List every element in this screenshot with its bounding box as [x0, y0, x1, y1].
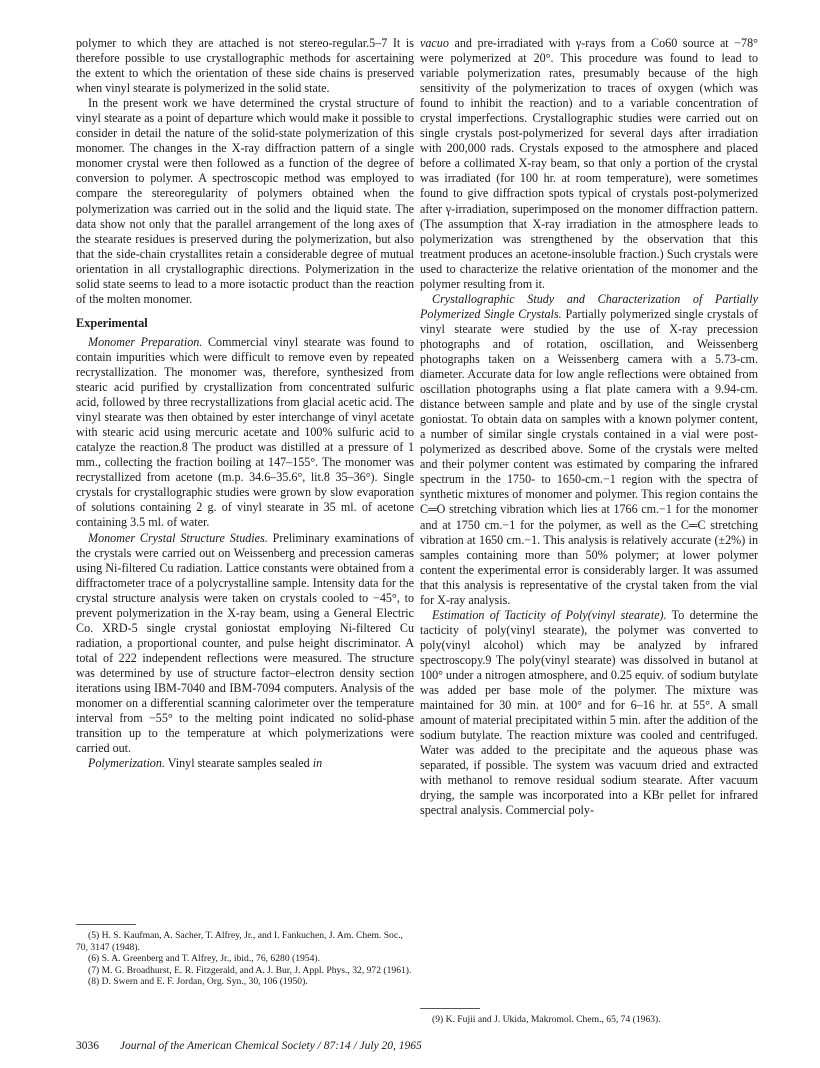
polymerization-continued-paragraph [420, 36, 758, 292]
right-column [420, 36, 758, 818]
run-in-heading: Monomer Preparation. [88, 334, 203, 349]
left-column [76, 36, 414, 771]
footnote-rule-left [76, 924, 136, 925]
intro-paragraph-1: polymer to which they are attached is not stereo-regular.5–7 It is therefore possible to use crystallographic methods for ascertaining the extent to which the orientation of these side chains is preserved when vinyl stearate is polymerized in the solid state. [76, 36, 414, 96]
paragraph-text: and pre-irradiated with γ-rays from a Co60 source at −78° were polymerized at 20°. This procedure was found to lead to variable polymerization rates, presumably because of the high sensitivity of the polymerization to traces of oxygen (which was found to inhibit the reaction) and to a variable concentration of crystal imperfections. Crystallographic studies were carried out on single crystals post-polymerized for several days after irradiation with 200,000 rads. Crystals exposed to the atmosphere and placed before a collimated X-ray beam, so that only a portion of the crystal was irradiated (for 100 hr. at room temperature), were sometimes found to give diffraction spots typical of crystals post-polymerized after γ-irradiation, superimposed on the monomer diffraction pattern. (The assumption that X-ray irradiation in the atmosphere leads to polymerization was strengthened by the observation that this treatment produces an acetone-insoluble fraction.) Such crystals were used to characterize the relative orientation of the monomer and the polymer resulting from it. [420, 36, 758, 291]
page-footer [76, 1040, 422, 1052]
paragraph-text: Partially polymerized single crystals of vinyl stearate were studied by the use of X-ray precession photographs and of rotation, oscillation, and Weissenberg photographs taken on a Weissenberg camera with a 5.73-cm. diameter. Accurate data for low angle reflections were obtained from oscillation photographs using a flat plate camera with a 9.94-cm. distance between sample and plate and by use of the single crystal goniostat. To obtain data on samples with a known polymer content, a number of similar single crystals contained in a vial were post-polymerized as described above. Some of the crystals were melted and their polymer content was estimated by comparing the infrared spectrum in the 1750- to 1650-cm.−1 region with the spectra of synthetic mixtures of monomer and polymer. This region contains the C═O stretching vibration which lies at 1766 cm.−1 for the monomer and at 1750 cm.−1 for the polymer, as well as the C═C stretching vibration at 1650 cm.−1. This analysis is relatively accurate (±2%) in samples containing more than 50% polymer; at lower polymer content the experimental error is considerably larger. It was assumed that this analysis is representative of the crystal taken from the vial for X-ray analysis. [420, 306, 758, 607]
polymerization-paragraph [76, 756, 414, 771]
paragraph-text: Commercial vinyl stearate was found to contain impurities which were difficult to remove even by repeated recrystallization. The monomer was, therefore, synthesized from stearic acid purified by crystallization from concentrated sulfuric acid, followed by three recrystallizations from glacial acetic acid. The vinyl stearate was then obtained by ester interchange of vinyl acetate with stearic acid using mercuric acetate and 100% sulfuric acid to catalyze the reaction.8 The product was distilled at a pressure of 1 mm., collecting the fraction boiling at 147–155°. The monomer was recrystallized from acetone (m.p. 34.6–35.6°, lit.8 35–36°). Single crystals for crystallographic studies were grown by slow evaporation of solutions containing 2 g. of vinyl stearate in 35 ml. of acetone containing 3.5 ml. of water. [76, 334, 414, 530]
footnote-rule-right [420, 1008, 480, 1009]
footnote-9: (9) K. Fujii and J. Ukida, Makromol. Chem., 65, 74 (1963). [432, 1014, 661, 1025]
page-number: 3036 [76, 1040, 99, 1052]
run-in-heading: Polymerization. [88, 756, 165, 771]
crystallographic-study-paragraph [420, 292, 758, 608]
run-in-heading: Monomer Crystal Structure Studies. [88, 530, 268, 545]
footnote-8: (8) D. Swern and E. F. Jordan, Org. Syn., 30, 106 (1950). [88, 976, 308, 988]
paragraph-text: Vinyl stearate samples sealed [164, 756, 313, 771]
monomer-preparation-paragraph [76, 335, 414, 531]
footnotes-right [420, 1014, 758, 1026]
footnote-6: (6) S. A. Greenberg and T. Alfrey, Jr., ibid., 76, 6280 (1954). [88, 953, 320, 965]
run-in-heading: Crystallographic Study and Characterization of Partially Polymerized Single Crystals. [420, 291, 758, 321]
paragraph-text: Preliminary examinations of the crystals were carried out on Weissenberg and precession cameras using Ni-filtered Cu radiation. Lattice constants were obtained from a diffractometer trace of a polycrystalline sample. Intensity data for the crystal structure analysis were taken on crystals cooled to −45°, to prevent polymerization in the X-ray beam, using a General Electric Co. XRD-5 single crystal goniostat employing Ni-filtered Cu radiation, a proportional counter, and pulse height discriminator. A total of 222 independent reflections were measured. The structure was determined by use of structure factor–electron density section iterations using IBM-7040 and IBM-7094 computers. Analysis of the monomer on a differential scanning calorimeter over the temperature interval from −55° to the melting point indicated no solid-phase transition up to the temperature at which polymerizations were carried out. [76, 530, 414, 756]
footnote-7: (7) M. G. Broadhurst, E. R. Fitzgerald, and A. J. Bur, J. Appl. Phys., 32, 972 (1961). [88, 964, 412, 976]
paragraph-text: To determine the tacticity of poly(vinyl stearate), the polymer was converted to poly(vinyl alcohol) which may be analyzed by infrared spectroscopy.9 The poly(vinyl stearate) was dissolved in butanol at 100° under a nitrogen atmosphere, and 0.25 equiv. of sodium butylate was added per base mole of the polymer. The mixture was maintained for 30 min. at 100° and for 6–16 hr. at 55°. A small amount of material precipitated within 5 min. after the addition of the sodium butylate. The reaction mixture was cooled and centrifuged. Water was added to the precipitate and the aqueous phase was separated, if possible. The system was vacuum dried and extracted with methanol to remove residual sodium stearate. After vacuum drying, the sample was incorporated into a KBr pellet for infrared spectral analysis. Commercial poly- [420, 607, 758, 818]
footnote-5: (5) H. S. Kaufman, A. Sacher, T. Alfrey, Jr., and I. Fankuchen, J. Am. Chem. Soc., 70, 3147 (1948). [76, 930, 403, 953]
crystal-structure-paragraph [76, 531, 414, 757]
run-in-heading: Estimation of Tacticity of Poly(vinyl stearate). [432, 607, 667, 622]
footnotes-left [76, 930, 414, 988]
tacticity-paragraph [420, 608, 758, 819]
italic-word: vacuo [420, 36, 449, 50]
journal-citation: Journal of the American Chemical Society / 87:14 / July 20, 1965 [119, 1040, 422, 1052]
italic-word: in [312, 756, 323, 771]
intro-paragraph-2: In the present work we have determined the crystal structure of vinyl stearate as a point of departure which would make it possible to consider in detail the nature of the solid-state polymerization of this monomer. The changes in the X-ray diffraction pattern of a single monomer crystal were then followed as a function of the degree of conversion to polymer. A spectroscopic method was employed to compare the stereoregularity of polymers obtained when the polymerization was carried out in the solid and the liquid state. The data show not only that the parallel arrangement of the long axes of the stearate residues is preserved during the polymerization, but also that the side-chain crystallites retain a considerable degree of mutual orientation in all crystallographic directions. Polymerization in the solid state seems to lead to a more isotactic product than the reaction of the molten monomer. [76, 96, 414, 306]
section-heading-experimental: Experimental [76, 315, 148, 330]
